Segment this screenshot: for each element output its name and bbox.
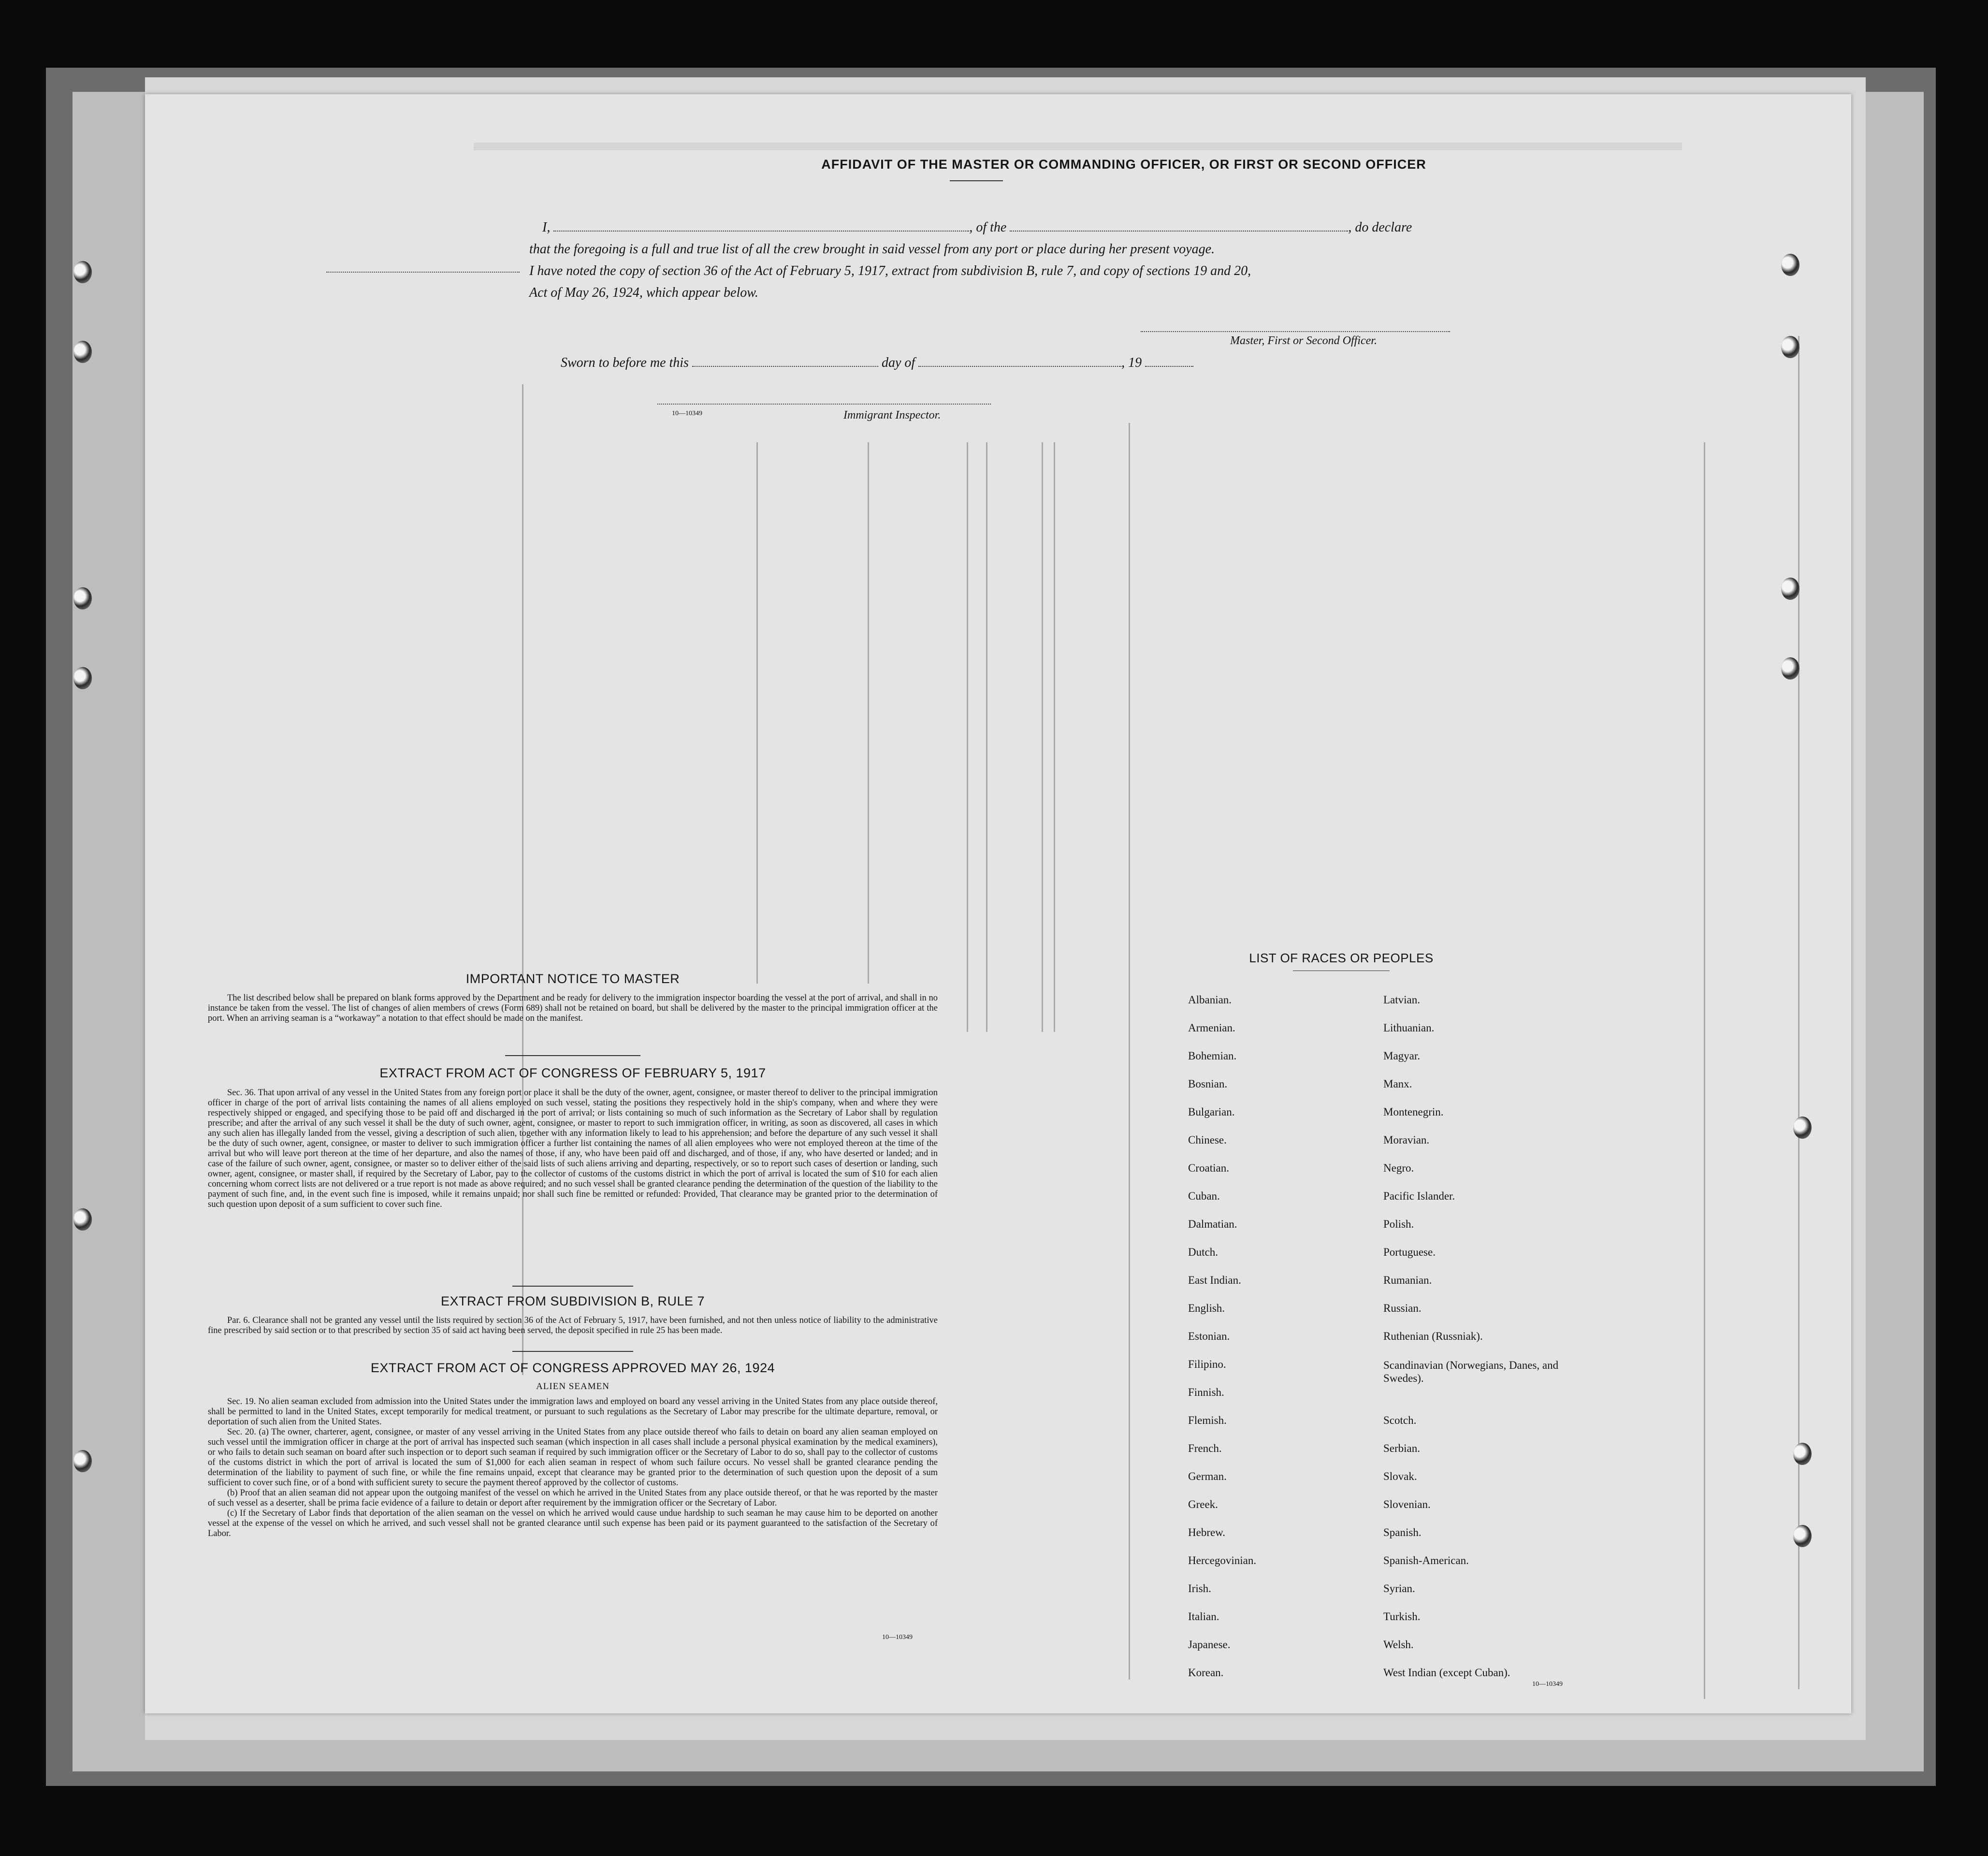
race-item: Bosnian. — [1188, 1078, 1228, 1090]
race-item: Serbian. — [1383, 1442, 1421, 1454]
sworn-prefix: Sworn to before me this — [561, 355, 689, 370]
sworn-year: , 19 — [1121, 355, 1142, 370]
notice-separator — [505, 1055, 640, 1056]
extract-1917-separator — [512, 1286, 633, 1287]
binder-hole-icon — [73, 1450, 92, 1472]
race-item: West Indian (except Cuban). — [1383, 1667, 1510, 1679]
race-item: Irish. — [1188, 1582, 1211, 1595]
rule7-text — [208, 1316, 938, 1336]
affidavit-i: I, — [542, 220, 551, 235]
race-item: Slovenian. — [1383, 1498, 1431, 1510]
sec-19-paragraph: Sec. 19. No alien seaman excluded from admission into the United States under the immigration laws and employed on board any vessel arriving in the United States from any place outside thereof, shall be permitted to land in the United States, except temporarily for medical treatment, or pursuant to such regulations as the Secretary of Labor may prescribe for the ultimate departure, removal, or deportation of such alien from the United States. — [208, 1397, 938, 1427]
race-item: Hercegovinian. — [1188, 1554, 1257, 1566]
race-item: Montenegrin. — [1383, 1106, 1444, 1118]
race-item: Chinese. — [1188, 1134, 1227, 1146]
race-item: Cuban. — [1188, 1190, 1220, 1202]
binder-hole-icon — [73, 587, 92, 609]
binder-hole-icon — [1781, 657, 1799, 680]
race-item: Dalmatian. — [1188, 1218, 1237, 1230]
race-item: Lithuanian. — [1383, 1022, 1435, 1034]
sworn-line — [561, 355, 1193, 371]
race-item: Magyar. — [1383, 1050, 1421, 1062]
races-title: LIST OF RACES OR PEOPLES — [1249, 951, 1434, 965]
race-item: Welsh. — [1383, 1638, 1414, 1651]
race-item: Portuguese. — [1383, 1246, 1436, 1258]
races-form-number: 10—10349 — [1532, 1681, 1563, 1688]
race-item: Croatian. — [1188, 1162, 1229, 1174]
sworn-year-blank[interactable] — [1145, 355, 1193, 367]
binder-hole-icon — [1781, 336, 1799, 358]
notice-title: IMPORTANT NOTICE TO MASTER — [465, 972, 680, 986]
affidavit-line-1 — [542, 220, 1412, 235]
race-item: Pacific Islander. — [1383, 1190, 1455, 1202]
race-item: Scotch. — [1383, 1414, 1417, 1426]
master-signature-line[interactable] — [1141, 331, 1450, 332]
race-item: Moravian. — [1383, 1134, 1430, 1146]
race-item: Armenian. — [1188, 1022, 1235, 1034]
extract-1917-title: EXTRACT FROM ACT OF CONGRESS OF FEBRUARY 5, 1917 — [379, 1066, 766, 1080]
name-blank[interactable] — [553, 220, 969, 232]
notice-text — [208, 993, 938, 1024]
affidavit-line-2: that the foregoing is a full and true list of all the crew brought in said vessel from any port or place during her present voyage. — [529, 242, 1215, 257]
vessel-blank[interactable] — [1010, 220, 1348, 232]
race-item: Scandinavian (Norwegians, Danes, and Swedes). — [1383, 1359, 1559, 1384]
extract-form-number: 10—10349 — [882, 1634, 913, 1641]
race-item: Italian. — [1188, 1610, 1219, 1623]
sworn-month-blank[interactable] — [918, 355, 1121, 367]
affidavit-form-number: 10—10349 — [672, 410, 702, 417]
race-item: Estonian. — [1188, 1330, 1230, 1342]
race-item: Ruthenian (Russniak). — [1383, 1330, 1483, 1342]
binder-hole-icon — [1793, 1116, 1812, 1139]
sec-20b-paragraph: (b) Proof that an alien seaman did not appear upon the outgoing manifest of the vessel on which he arrived in the United States from any place outside thereof, or that he was reported by the master of such vessel as a deserter, shall be prima facie evidence of a failure to detain or deport after requirement by the immigration officer or the Secretary of Labor. — [208, 1488, 938, 1508]
race-item: Rumanian. — [1383, 1274, 1432, 1286]
race-item: English. — [1188, 1302, 1225, 1314]
race-item: Albanian. — [1188, 994, 1232, 1006]
binder-hole-icon — [73, 1208, 92, 1231]
affidavit-do-declare: , do declare — [1348, 220, 1412, 235]
race-item: Flemish. — [1188, 1414, 1227, 1426]
alien-seamen-subtitle: ALIEN SEAMEN — [536, 1381, 609, 1392]
sworn-day-of: day of — [881, 355, 915, 370]
extract-1924-title: EXTRACT FROM ACT OF CONGRESS APPROVED MAY 26, 1924 — [370, 1361, 775, 1375]
extract-1924-text — [208, 1397, 938, 1539]
manifest-page — [145, 94, 1851, 1713]
race-item: Bohemian. — [1188, 1050, 1237, 1062]
race-item: Bulgarian. — [1188, 1106, 1235, 1118]
race-item: Hebrew. — [1188, 1526, 1226, 1538]
sec-20c-paragraph: (c) If the Secretary of Labor finds that deportation of the alien seaman on the vessel on which he arrived would cause undue hardship to such seaman he may cause him to be deported on another vessel at the expense of the vessel on which he arrived, and such vessel shall not be granted clearance until such expense has been paid or its payment guaranteed to the satisfaction of the Secretary of Labor. — [208, 1508, 938, 1538]
race-item: Latvian. — [1383, 994, 1420, 1006]
race-item: Dutch. — [1188, 1246, 1218, 1258]
race-item: Russian. — [1383, 1302, 1422, 1314]
notice-paragraph: The list described below shall be prepared on blank forms approved by the Department and be ready for delivery to the immigration inspector boarding the vessel at the port of arrival, and shall in no instance be taken from the vessel. The list of changes of alien members of crews (Form 689) shall not be retained on board, but shall be delivered by the master to the principal immigration officer at the port. When an arriving seaman is a “workaway” a notation to that effect should be made on the manifest. — [208, 993, 938, 1023]
race-item: Greek. — [1188, 1498, 1218, 1510]
race-item: Spanish-American. — [1383, 1554, 1469, 1566]
rule7-paragraph: Par. 6. Clearance shall not be granted any vessel until the lists required by section 36 of the Act of February 5, 1917, have been furnished, and not then unless notice of liability to the administrative fine prescribed by said section or to that prescribed by section 35 of said act having been served, the deposit specified in rule 25 has been made. — [208, 1316, 938, 1335]
race-item: French. — [1188, 1442, 1222, 1454]
master-label: Master, First or Second Officer. — [1230, 334, 1377, 347]
race-item: East Indian. — [1188, 1274, 1241, 1286]
binder-hole-icon — [1793, 1525, 1812, 1547]
race-item: Slovak. — [1383, 1470, 1417, 1482]
affidavit-title: AFFIDAVIT OF THE MASTER OR COMMANDING OFFICER, OR FIRST OR SECOND OFFICER — [821, 157, 1426, 172]
race-item: Korean. — [1188, 1667, 1224, 1679]
race-item: Filipino. — [1188, 1358, 1226, 1370]
binder-hole-icon — [1793, 1443, 1812, 1465]
affidavit-title-rule — [950, 180, 1003, 181]
binder-hole-icon — [73, 341, 92, 363]
affidavit-side-rule — [326, 272, 520, 273]
inspector-label: Immigrant Inspector. — [843, 409, 941, 421]
race-item: German. — [1188, 1470, 1227, 1482]
binder-hole-icon — [73, 667, 92, 689]
affidavit-of-the: , of the — [969, 220, 1007, 235]
sec-20a-paragraph: Sec. 20. (a) The owner, charterer, agent, consignee, or master of any vessel arriving in the United States from any place outside thereof who fails to detain on board any alien seaman employed on such vessel until the immigration officer in charge at the port of arrival has inspected such seaman (which inspection in all cases shall include a personal physical examination by the medical examiners), or who fails to detain such seaman on board after such inspection or to deport such seaman if required by such immigration officer or the Secretary of Labor to do so, shall pay to the collector of customs of the customs district in which the port of arrival is located the sum of $1,000 for each alien seaman in respect of whom such failure occurs. No vessel shall be granted clearance pending the determination of the liability to payment of such fine, or while the fine remains unpaid, except that clearance may be granted prior to the determination of such question upon the deposit of a sum sufficient to cover such fine, or of a bond with sufficient surety to secure the payment thereof approved by the collector of customs. — [208, 1427, 938, 1488]
race-item: Manx. — [1383, 1078, 1412, 1090]
race-item: Syrian. — [1383, 1582, 1415, 1595]
extract-1917-paragraph: Sec. 36. That upon arrival of any vessel in the United States from any foreign port or place it shall be the duty of the owner, agent, consignee, or master thereof to deliver to the principal immigration officer in charge of the port of arrival lists containing the names of all aliens employed on such vessel, stating the positions they respectively hold in the ship's company, when and where they were respectively shipped or engaged, and specifying those to be paid off and discharged in the port of arrival; or lists containing so much of such information as the Secretary of Labor shall by regulation prescribe; and after the arrival of any such vessel it shall be the duty of such owner, agent, consignee, or master to report to such immigration officer, in writing, as soon as discovered, all cases in which any such alien has illegally landed from the vessel, giving a description of such alien, together with any information likely to lead to his apprehension; and before the departure of any such vessel it shall be the duty of such owner, agent, consignee, or master to deliver to such immigration officer a further list containing the names of all alien employees who were not employed thereon at the time of the arrival but who will leave port thereon at the time of her departure, and also the names of those, if any, who have been paid off and discharged, and of those, if any, who have deserted or landed; and in case of the failure of such owner, agent, consignee, or master so to deliver either of the said lists of such aliens arriving and departing, respectively, or so to report such cases of desertion or landing, such owner, agent, consignee, or master shall, if required by the Secretary of Labor, pay to the collector of customs of the customs district in which the port of arrival is located the sum of $10 for each alien concerning whom correct lists are not delivered or a true report is not made as above required; and no such vessel shall be granted clearance pending the determination of the question of the liability to the payment of such fine, and, in the event such fine is imposed, while it remains unpaid; nor shall such fine be remitted or refunded: Provided, That clearance may be granted prior to the determination of such question upon deposit of a sum sufficient to cover such fine. — [208, 1088, 938, 1209]
sworn-day-blank[interactable] — [692, 355, 878, 367]
race-item: Spanish. — [1383, 1526, 1422, 1538]
extract-1917-text — [208, 1088, 938, 1210]
race-item: Polish. — [1383, 1218, 1414, 1230]
race-item: Japanese. — [1188, 1638, 1231, 1651]
race-item: Finnish. — [1188, 1386, 1224, 1398]
binder-hole-icon — [73, 261, 92, 283]
races-left-column — [1188, 994, 1372, 1695]
affidavit-line-3: I have noted the copy of section 36 of the Act of February 5, 1917, extract from subdivision B, rule 7, and copy of sections 19 and 20, — [529, 263, 1251, 278]
race-item: Negro. — [1383, 1162, 1414, 1174]
races-right-column — [1383, 994, 1586, 1695]
rule7-separator — [512, 1351, 633, 1352]
inspector-signature-line[interactable] — [657, 404, 991, 405]
binder-hole-icon — [1781, 578, 1799, 600]
race-item: Turkish. — [1383, 1610, 1421, 1623]
affidavit-line-4: Act of May 26, 1924, which appear below. — [529, 285, 758, 300]
binder-hole-icon — [1781, 254, 1799, 276]
rule7-title: EXTRACT FROM SUBDIVISION B, RULE 7 — [440, 1294, 705, 1308]
